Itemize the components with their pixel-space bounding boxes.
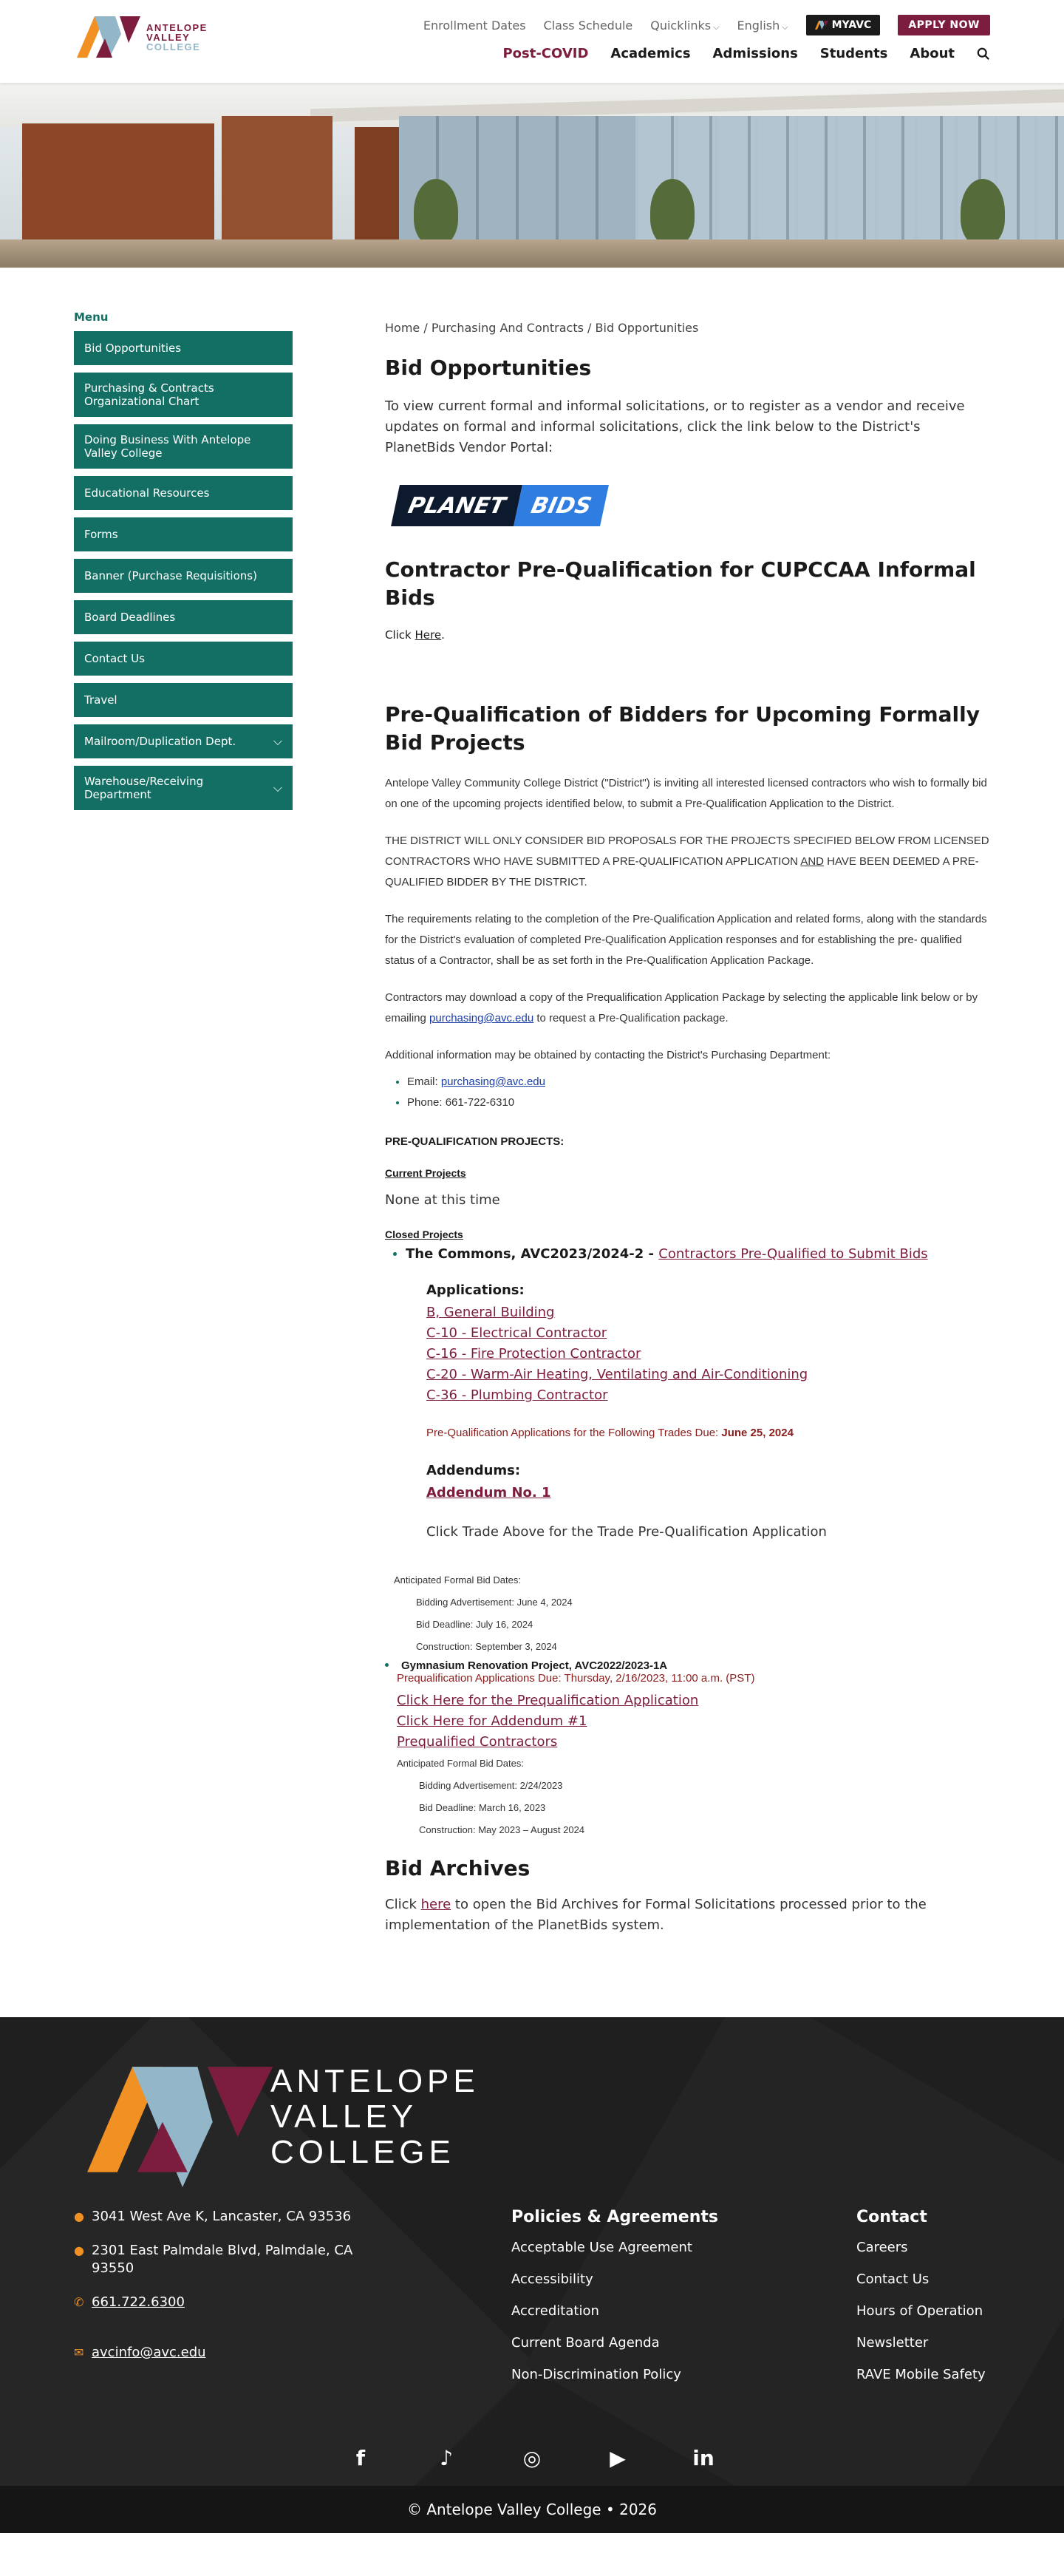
sidebar-item-educational-resources[interactable]: Educational Resources	[74, 476, 293, 510]
tiktok-icon[interactable]: ♪	[440, 2446, 453, 2470]
util-quicklinks-dropdown[interactable]: Quicklinks ⌵	[650, 18, 720, 33]
youtube-icon[interactable]: ▶	[610, 2446, 626, 2470]
address-palmdale: 2301 East Palmdale Blvd, Palmdale, CA 93550	[91, 2243, 353, 2276]
nav-post-covid[interactable]: Post-COVID	[502, 46, 589, 61]
addendums-label: Addendums:	[426, 1463, 521, 1478]
app-link-c36[interactable]: C-36 - Plumbing Contractor	[426, 1387, 608, 1403]
chevron-down-icon: ⌵	[782, 21, 788, 32]
list-item: • Phone: 661-722-6310	[407, 1092, 990, 1113]
policies-heading: Policies & Agreements	[511, 2208, 719, 2226]
map-pin-icon: ●	[74, 2243, 84, 2257]
util-link-class-schedule[interactable]: Class Schedule	[543, 18, 633, 33]
app-link-b-general[interactable]: B, General Building	[426, 1305, 555, 1320]
instagram-icon[interactable]: ◎	[522, 2446, 542, 2470]
cupccaa-here-link[interactable]: Here	[415, 628, 442, 642]
footer-link-accreditation[interactable]: Accreditation	[511, 2303, 599, 2319]
breadcrumb-purchasing[interactable]: Purchasing And Contracts	[431, 321, 584, 335]
footer-contact-links	[856, 2208, 986, 2399]
copyright-text: © Antelope Valley College • 2026	[406, 2501, 658, 2518]
bid-archives-here-link[interactable]: here	[420, 1897, 451, 1912]
chevron-down-icon: ⌵	[713, 21, 720, 32]
gym-addendum-link[interactable]: Click Here for Addendum #1	[397, 1713, 587, 1729]
click-trade-text: Click Trade Above for the Trade Pre-Qualification Application	[426, 1524, 827, 1540]
purchasing-contact-list	[407, 1072, 990, 1113]
logo-wordmark: ANTELOPE VALLEY COLLEGE	[146, 21, 208, 52]
cupccaa-click-text: Click Here.	[385, 628, 445, 642]
footer-link-hours[interactable]: Hours of Operation	[856, 2303, 983, 2319]
gym-prequal-app-link[interactable]: Click Here for the Prequalification Application	[397, 1693, 699, 1708]
site-footer	[0, 2017, 1064, 2533]
applications-label: Applications:	[426, 1282, 525, 1298]
footer-link-non-discrimination[interactable]: Non-Discrimination Policy	[511, 2367, 681, 2382]
footer-link-acceptable-use[interactable]: Acceptable Use Agreement	[511, 2240, 692, 2255]
prequal-paragraph-4: Contractors may download a copy of the Prequalification Application Package by selecting the applicable link below or by emailing purchasing@avc.edu to request a Pre-Qualification package.	[385, 991, 978, 1024]
myavc-logo-icon	[815, 21, 828, 30]
sidebar-menu	[74, 268, 293, 1936]
nav-students[interactable]: Students	[819, 46, 888, 61]
envelope-icon: ✉	[74, 2345, 84, 2359]
prequal-paragraph-5: Additional information may be obtained by contacting the District's Purchasing Department:	[385, 1049, 831, 1061]
sidebar-item-forms[interactable]: Forms	[74, 517, 293, 551]
footer-logo[interactable]	[77, 2047, 480, 2187]
contact-heading: Contact	[856, 2208, 927, 2226]
prequal-paragraph-2: THE DISTRICT WILL ONLY CONSIDER BID PROPOSALS FOR THE PROJECTS SPECIFIED BELOW FROM LICENSED CONTRACTORS WHO HAVE SUBMITTED A PRE-QUALIFICATION APPLICATION AND HAVE BEEN DEEMED A PRE-QUALIFIED BIDDER BY THE DISTRICT.	[385, 835, 989, 888]
footer-link-rave[interactable]: RAVE Mobile Safety	[856, 2367, 986, 2382]
search-icon[interactable]	[977, 47, 990, 61]
phone-icon: ✆	[74, 2295, 84, 2309]
sidebar-item-bid-opportunities[interactable]: Bid Opportunities	[74, 331, 293, 365]
breadcrumb-home[interactable]: Home	[385, 321, 420, 335]
social-links	[0, 2446, 1064, 2470]
copyright-bar	[0, 2486, 1064, 2533]
closed-projects-list	[394, 1246, 990, 1841]
breadcrumb: Home / Purchasing And Contracts / Bid Opportunities	[385, 321, 699, 335]
footer-link-careers[interactable]: Careers	[856, 2240, 908, 2255]
addendum-1-link[interactable]: Addendum No. 1	[426, 1485, 551, 1501]
footer-link-board-agenda[interactable]: Current Board Agenda	[511, 2335, 660, 2351]
nav-admissions[interactable]: Admissions	[712, 46, 798, 61]
utility-nav	[423, 15, 990, 35]
avc-logo[interactable]	[77, 16, 208, 58]
commons-due-date: Pre-Qualification Applications for the Following Trades Due: June 25, 2024	[426, 1427, 794, 1439]
facebook-icon[interactable]: f	[355, 2446, 366, 2470]
contact-email-link[interactable]: purchasing@avc.edu	[440, 1075, 545, 1088]
no-current-projects: None at this time	[385, 1192, 500, 1208]
footer-link-contact-us[interactable]: Contact Us	[856, 2271, 930, 2287]
prequal-paragraph-3: The requirements relating to the completion of the Pre-Qualification Application and related forms, along with the standards for the District's evaluation of completed Pre-Qualification Application responses and for establishing the pre- qualified status of a Contractor, shall be as set forth in the Pre-Qualification Application Package.	[385, 913, 987, 967]
sidebar-item-banner[interactable]: Banner (Purchase Requisitions)	[74, 559, 293, 593]
footer-wordmark: ANTELOPE VALLEY COLLEGE	[270, 2063, 480, 2170]
footer-contact-info	[74, 2208, 369, 2378]
myavc-button[interactable]: MYAVC	[806, 15, 881, 35]
sidebar-item-doing-business[interactable]: Doing Business With Antelope Valley College	[74, 424, 293, 469]
bid-archives-text: Click here to open the Bid Archives for Formal Solicitations processed prior to the implementation of the PlanetBids system.	[385, 1897, 927, 1933]
site-header	[0, 0, 1064, 83]
sidebar-item-board-deadlines[interactable]: Board Deadlines	[74, 600, 293, 634]
breadcrumb-current: Bid Opportunities	[595, 321, 699, 335]
gym-due-date: Prequalification Applications Due: Thursday, 2/16/2023, 11:00 a.m. (PST)	[397, 1672, 755, 1685]
closed-projects-label: Closed Projects	[385, 1228, 463, 1240]
sidebar-item-contact-us[interactable]: Contact Us	[74, 642, 293, 676]
util-link-enrollment-dates[interactable]: Enrollment Dates	[423, 18, 526, 33]
sidebar-item-mailroom[interactable]: Mailroom/Duplication Dept. ⌵	[74, 724, 293, 758]
commons-prequalified-link[interactable]: Contractors Pre-Qualified to Submit Bids	[658, 1246, 928, 1262]
app-link-c16[interactable]: C-16 - Fire Protection Contractor	[426, 1346, 641, 1362]
footer-policies	[511, 2208, 718, 2399]
gym-anticipated-dates: Anticipated Formal Bid Dates: Bidding Advertisement: 2/24/2023 Bid Deadline: March 16, 2023 Construction: May 2023 – August 2024	[397, 1758, 585, 1835]
page-content	[385, 268, 990, 1936]
cupccaa-heading: Contractor Pre-Qualification for CUPCCAA Informal Bids	[385, 557, 976, 610]
address-lancaster: 3041 West Ave K, Lancaster, CA 93536	[92, 2209, 352, 2224]
nav-about[interactable]: About	[910, 46, 955, 61]
main-content-area	[0, 268, 1064, 2017]
gym-prequalified-link[interactable]: Prequalified Contractors	[397, 1734, 558, 1750]
menu-label: Menu	[74, 310, 109, 324]
nav-academics[interactable]: Academics	[610, 46, 691, 61]
list-item: • Email: purchasing@avc.edu	[407, 1072, 990, 1092]
planetbids-logo-link[interactable]: PLANET BIDS	[391, 485, 609, 526]
app-link-c20[interactable]: C-20 - Warm-Air Heating, Ventilating and Air-Conditioning	[426, 1367, 808, 1382]
prequal-projects-label: PRE-QUALIFICATION PROJECTS:	[385, 1135, 565, 1148]
main-nav	[502, 46, 990, 61]
footer-email-link[interactable]: avcinfo@avc.edu	[92, 2345, 206, 2360]
apply-now-button[interactable]: APPLY NOW	[898, 15, 990, 35]
project-commons: • The Commons, AVC2023/2024-2 - Contractors Pre-Qualified to Submit Bids Applications: B, General Building C-10 - Electrical Contractor C-16 - Fire Protection Contractor C-20 - Warm-Air Heating, Ventilating and Air-Conditioning C-36 - Plumbing Contractor Pre-Qualification Applications for the Following Trades Due: June 25, 2024 Addendums: Addendum No. 1 Click Trade Above for the Trade Pre-Qualification Application Anticipated Formal Bid Dates: Bidding Advertisement: June 4, 2024 Bid Deadline: July 16, 2024 Construction: September 3, 2024	[406, 1246, 990, 1658]
footer-link-newsletter[interactable]: Newsletter	[856, 2335, 929, 2351]
page-title: Bid Opportunities	[385, 356, 592, 380]
footer-phone-link[interactable]: 661.722.6300	[92, 2294, 185, 2310]
language-select[interactable]: English ⌵	[737, 18, 788, 33]
current-projects-label: Current Projects	[385, 1167, 466, 1179]
linkedin-icon[interactable]: in	[692, 2446, 715, 2470]
hero-image	[0, 83, 1064, 268]
purchasing-email-link[interactable]: purchasing@avc.edu	[429, 1012, 534, 1024]
sidebar-item-warehouse[interactable]: Warehouse/Receiving Department ⌵	[74, 766, 293, 810]
bid-archives-heading: Bid Archives	[385, 1856, 531, 1880]
app-link-c10[interactable]: C-10 - Electrical Contractor	[426, 1325, 607, 1341]
sidebar-item-travel[interactable]: Travel	[74, 683, 293, 717]
prequal-paragraph-1: Antelope Valley Community College District ("District") is inviting all interested licensed contractors who wish to formally bid on one of the upcoming projects identified below, to submit a Pre-Qualification Application to the District.	[385, 777, 987, 810]
avc-logo-mark-icon	[77, 16, 140, 58]
project-gymnasium: • Gymnasium Renovation Project, AVC2022/2023-1A Prequalification Applications Due: Thursday, 2/16/2023, 11:00 a.m. (PST) Click Here for the Prequalification Application Click Here for Addendum #1 Prequalified Contractors Anticipated Formal Bid Dates: Bidding Advertisement: 2/24/2023 Bid Deadline: March 16, 2023 Construction: May 2023 – August 2024	[385, 1658, 990, 1841]
chevron-down-icon[interactable]: ⌵	[273, 734, 282, 748]
footer-link-accessibility[interactable]: Accessibility	[511, 2271, 593, 2287]
prequal-heading: Pre-Qualification of Bidders for Upcoming Formally Bid Projects	[385, 702, 980, 755]
intro-text: To view current formal and informal solicitations, or to register as a vendor and receive updates on formal and informal solicitations, click the link below to the District's PlanetBids Vendor Portal:	[385, 398, 965, 455]
commons-anticipated-dates: Anticipated Formal Bid Dates: Bidding Advertisement: June 4, 2024 Bid Deadline: July 16, 2024 Construction: September 3, 2024	[394, 1574, 573, 1652]
sidebar-item-org-chart[interactable]: Purchasing & Contracts Organizational Chart	[74, 373, 293, 417]
map-pin-icon: ●	[74, 2209, 84, 2223]
chevron-down-icon[interactable]: ⌵	[273, 781, 282, 795]
